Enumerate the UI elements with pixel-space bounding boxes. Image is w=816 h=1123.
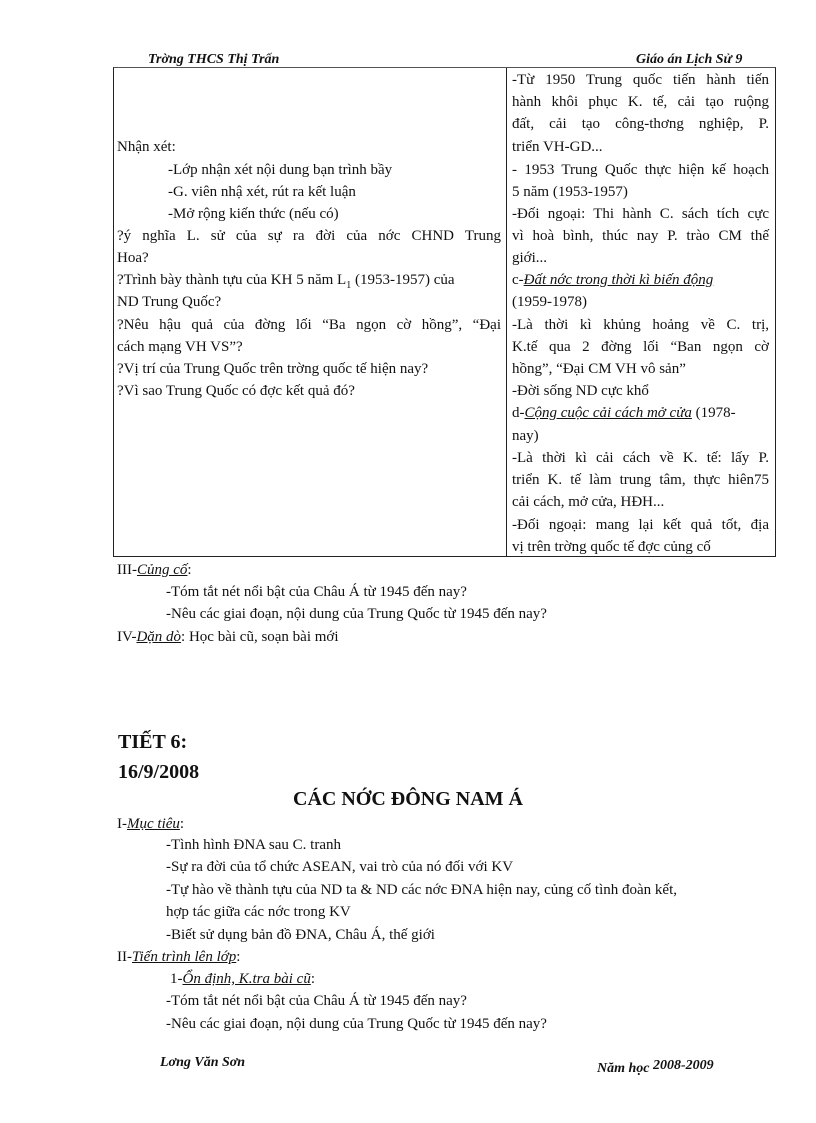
section-1-colon: : <box>179 816 185 832</box>
section-1-item: hợp tác giữa các nớc trong KV <box>166 904 351 920</box>
left-line: ND Trung Quốc? <box>117 294 222 310</box>
section-1-item: -Biết sử dụng bản đồ ĐNA, Châu Á, thế giới <box>166 927 435 943</box>
section-3-prefix: III- <box>117 562 137 578</box>
section-1-prefix: I- <box>117 816 127 832</box>
left-line: ?ý nghĩa L. sử của sự ra đời của nớc CHND Trung <box>117 228 501 244</box>
d-tail: (1978- <box>691 405 736 421</box>
footer-year-value: 2008-2009 <box>653 1058 714 1073</box>
left-line: ?Vì sao Trung Quốc có đợc kết quả đó? <box>117 383 355 399</box>
right-line: -Là thời kì khủng hoảng về C. trị, <box>512 317 769 333</box>
section-2-prefix: II- <box>117 949 132 965</box>
section-1-item: -Tình hình ĐNA sau C. tranh <box>166 837 341 853</box>
right-line: nay) <box>512 428 539 444</box>
left-line: ?Vị trí của Trung Quốc trên trờng quốc tế hiện nay? <box>117 361 429 377</box>
section-2-item: -Nêu các giai đoạn, nội dung của Trung Quốc từ 1945 đến nay? <box>166 1016 547 1032</box>
c-prefix: c- <box>512 272 524 288</box>
header-school: Trờng THCS Thị Trấn <box>148 52 280 67</box>
section-4-title: Dặn dò <box>136 629 182 645</box>
section-2-colon: : <box>236 949 241 965</box>
right-line: vì hoà bình, thúc nay P. trào CM thế <box>512 228 769 244</box>
kh-subscript: 1 <box>346 280 352 291</box>
section-3-colon: : <box>187 562 192 578</box>
right-line: triển VH-GD... <box>512 139 603 155</box>
right-line-d <box>512 402 736 424</box>
section-1-item: -Sự ra đời của tổ chức ASEAN, vai trò của nó đối với KV <box>166 859 514 875</box>
section-2-sub-title: Ổn định, K.tra bài cũ <box>182 971 311 987</box>
left-line: Hoa? <box>117 250 149 266</box>
c-heading: Đất nớc trong thời kì biến động <box>523 272 714 288</box>
section-2-subheading <box>170 968 315 990</box>
right-line: -Từ 1950 Trung quốc tiến hành tiến <box>512 72 769 88</box>
section-3-item: -Tóm tắt nét nổi bật của Châu Á từ 1945 đến nay? <box>166 584 467 600</box>
lesson-title: CÁC NỚC ĐÔNG NAM Á <box>293 788 523 810</box>
table-divider <box>506 68 507 556</box>
section-4-text: : Học bài cũ, soạn bài mới <box>181 629 339 645</box>
left-line: -G. viên nhậ xét, rút ra kết luận <box>168 184 356 200</box>
left-line: Nhận xét: <box>117 139 176 155</box>
header-title: Giáo án Lịch Sử 9 <box>636 52 743 67</box>
section-1-item: -Tự hào về thành tựu của ND ta & ND các nớc ĐNA hiện nay, củng cố tình đoàn kết, <box>166 882 677 898</box>
section-3-heading <box>117 559 192 581</box>
left-line: cách mạng VH VS”? <box>117 339 243 355</box>
footer-year-label: Năm học <box>597 1061 650 1076</box>
d-heading: Cộng cuộc cải cách mở cửa <box>524 405 692 421</box>
section-3-title: Củng cố <box>136 562 188 578</box>
right-line: (1959-1978) <box>512 294 587 310</box>
section-2-heading <box>117 946 240 968</box>
section-3-item: -Nêu các giai đoạn, nội dung của Trung Quốc từ 1945 đến nay? <box>166 606 547 622</box>
lesson-table <box>113 67 776 557</box>
section-2-title: Tiến trình lên lớp <box>132 949 237 965</box>
kh-tail: (1953-1957) của <box>351 272 455 288</box>
right-line-c <box>512 269 713 291</box>
section-1-heading <box>117 813 184 835</box>
right-line: -Là thời kì cải cách về K. tế: lấy P. <box>512 450 769 466</box>
right-line: K.tế qua 2 đờng lối “Ban ngọn cờ <box>512 339 769 355</box>
right-line: -Đối ngoại: Thi hành C. sách tích cực <box>512 206 769 222</box>
right-line: -Đời sống ND cực khổ <box>512 383 649 399</box>
section-2-item: -Tóm tắt nét nổi bật của Châu Á từ 1945 đến nay? <box>166 993 467 1009</box>
section-2-sub-prefix: 1- <box>170 971 183 987</box>
footer-year <box>597 1058 714 1077</box>
right-line: đất, cải tạo công-thơng nghiệp, P. <box>512 116 769 132</box>
right-line: vị trên trờng quốc tế đợc củng cố <box>512 539 711 555</box>
footer-author: Lơng Văn Sơn <box>160 1055 246 1070</box>
kh-text: ?Trình bày thành tựu của KH 5 năm L <box>117 272 347 288</box>
lesson-tiet: TIẾT 6: <box>118 731 188 753</box>
right-line: giới... <box>512 250 548 266</box>
section-4-prefix: IV- <box>117 629 137 645</box>
right-line: 5 năm (1953-1957) <box>512 184 628 200</box>
right-line: - 1953 Trung Quốc thực hiện kế hoạch <box>512 162 769 178</box>
left-line: ?Nêu hậu quả của đờng lối “Ba ngọn cờ hồng”, “Đại <box>117 317 501 333</box>
right-line: hành khôi phục K. tế, cải tạo ruộng <box>512 94 769 110</box>
section-2-sub-colon: : <box>310 971 316 987</box>
d-prefix: d- <box>512 405 525 421</box>
left-line: -Mở rộng kiến thức (nếu có) <box>168 206 339 222</box>
section-1-title: Mục tiêu <box>127 816 180 832</box>
right-line: triển K. tế làm trung tâm, thực hiên75 <box>512 472 769 488</box>
lesson-date: 16/9/2008 <box>118 761 200 783</box>
right-line: hồng”, “Đại CM VH vô sản” <box>512 361 686 377</box>
section-4 <box>117 626 339 648</box>
right-line: cải cách, mở cửa, HĐH... <box>512 494 665 510</box>
right-line: -Đối ngoại: mang lại kết quả tốt, địa <box>512 517 769 533</box>
left-line: -Lớp nhận xét nội dung bạn trình bầy <box>168 162 393 178</box>
